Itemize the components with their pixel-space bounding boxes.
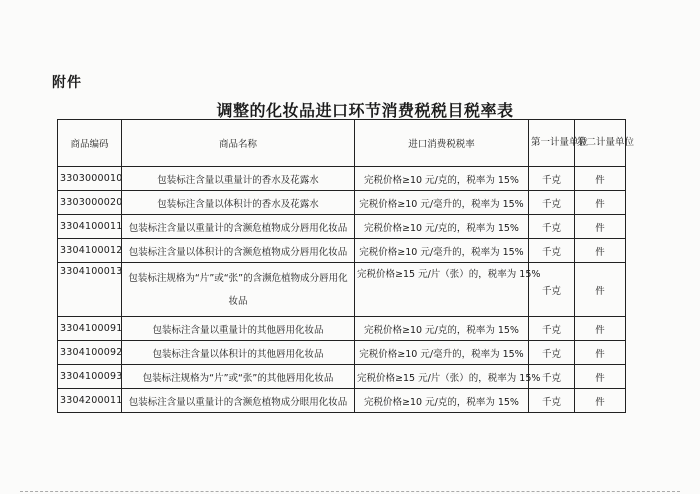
scan-edge-divider — [20, 491, 680, 492]
row-unit2: 件 — [575, 389, 626, 413]
row-code: 3304100091 — [58, 317, 122, 341]
table-row — [58, 341, 626, 365]
row-unit1: 千克 — [529, 239, 575, 263]
attachment-label: 附件 — [52, 75, 82, 91]
row-unit2: 件 — [575, 317, 626, 341]
header-code: 商品编码 — [58, 120, 122, 167]
row-unit1: 千克 — [529, 167, 575, 191]
header-rate: 进口消费税税率 — [355, 120, 529, 167]
row-unit2: 件 — [575, 191, 626, 215]
row-name: 包装标注含量以重量计的其他唇用化妆品 — [122, 317, 355, 341]
row-name: 包装标注含量以体积计的含濒危植物成分唇用化妆品 — [122, 239, 355, 263]
row-name: 包装标注规格为“片”或“张”的其他唇用化妆品 — [122, 365, 355, 389]
row-rate: 完税价格≥10 元/克的，税率为 15% — [355, 389, 529, 413]
table-header-row — [58, 120, 626, 167]
row-rate: 完税价格≥15 元/片（张）的，税率为 15% — [355, 365, 529, 389]
row-rate: 完税价格≥10 元/毫升的，税率为 15% — [355, 341, 529, 365]
table-row — [58, 215, 626, 239]
row-unit1: 千克 — [529, 341, 575, 365]
row-unit2: 件 — [575, 215, 626, 239]
header-unit1: 第一计量单位 — [529, 120, 575, 167]
row-unit2: 件 — [575, 239, 626, 263]
row-rate: 完税价格≥15 元/片（张）的，税率为 15% — [355, 263, 529, 317]
row-code: 3304100092 — [58, 341, 122, 365]
row-name: 包装标注含量以重量计的含濒危植物成分眼用化妆品 — [122, 389, 355, 413]
row-unit1: 千克 — [529, 389, 575, 413]
row-name: 包装标注含量以体积计的其他唇用化妆品 — [122, 341, 355, 365]
row-name: 包装标注规格为“片”或“张”的含濒危植物成分唇用化妆品 — [122, 263, 355, 317]
row-rate: 完税价格≥10 元/毫升的，税率为 15% — [355, 239, 529, 263]
header-unit2: 第二计量单位 — [575, 120, 626, 167]
row-name: 包装标注含量以体积计的香水及花露水 — [122, 191, 355, 215]
row-unit1: 千克 — [529, 317, 575, 341]
row-name: 包装标注含量以重量计的香水及花露水 — [122, 167, 355, 191]
row-unit1: 千克 — [529, 365, 575, 389]
row-code: 3303000020 — [58, 191, 122, 215]
tax-rate-table — [57, 119, 635, 413]
table-row — [58, 389, 626, 413]
row-name: 包装标注含量以重量计的含濒危植物成分唇用化妆品 — [122, 215, 355, 239]
header-name: 商品名称 — [122, 120, 355, 167]
row-code: 3304100013 — [58, 263, 122, 317]
row-rate: 完税价格≥10 元/毫升的，税率为 15% — [355, 191, 529, 215]
table-row — [58, 191, 626, 215]
row-rate: 完税价格≥10 元/克的，税率为 15% — [355, 215, 529, 239]
row-code: 3303000010 — [58, 167, 122, 191]
document-title: 调整的化妆品进口环节消费税税目税率表 — [216, 101, 514, 120]
row-unit1: 千克 — [529, 263, 575, 317]
row-unit2: 件 — [575, 263, 626, 317]
row-unit1: 千克 — [529, 215, 575, 239]
table-row — [58, 365, 626, 389]
row-code: 3304100011 — [58, 215, 122, 239]
row-unit1: 千克 — [529, 191, 575, 215]
row-unit2: 件 — [575, 365, 626, 389]
row-code: 3304200011 — [58, 389, 122, 413]
table-row — [58, 239, 626, 263]
row-rate: 完税价格≥10 元/克的，税率为 15% — [355, 167, 529, 191]
row-unit2: 件 — [575, 341, 626, 365]
row-unit2: 件 — [575, 167, 626, 191]
table-row — [58, 167, 626, 191]
row-rate: 完税价格≥10 元/克的，税率为 15% — [355, 317, 529, 341]
table-row — [58, 317, 626, 341]
row-code: 3304100093 — [58, 365, 122, 389]
row-code: 3304100012 — [58, 239, 122, 263]
table-row — [58, 263, 626, 317]
